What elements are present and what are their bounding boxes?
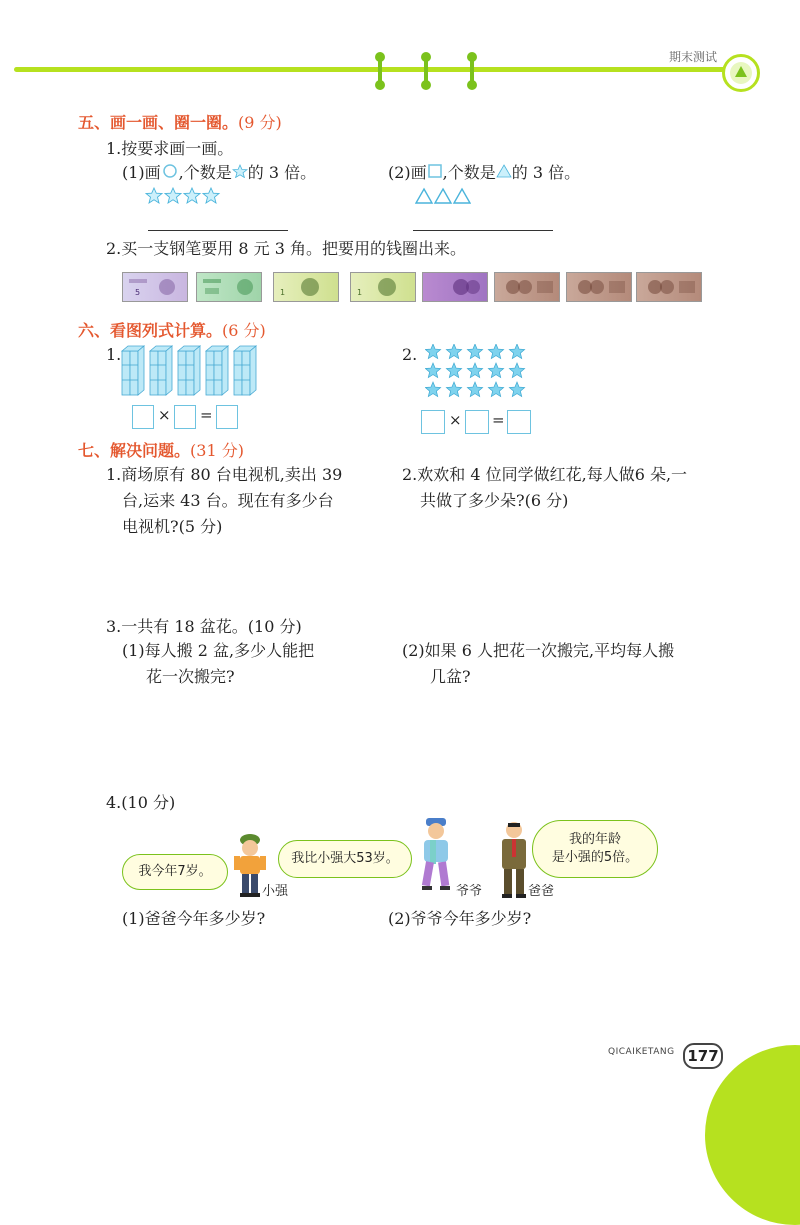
s6-q1-box-1[interactable] [132,405,154,429]
s7-q2-line2: 共做了多少朵?(6 分) [420,491,569,510]
s5-q1-part-a: (1)画 ,个数是 的 3 倍。 [122,163,317,182]
name-baba: 爸爸 [528,884,555,899]
grid-star-icon [425,382,440,397]
s7-q3-b-line2: 几盆? [430,667,471,686]
grid-star-icon [446,363,461,378]
header-pin-3 [470,54,474,88]
s6-q1-box-2[interactable] [174,405,196,429]
s5-q1-part-b: (2)画 ,个数是 的 3 倍。 [388,163,581,182]
grid-star-icon [509,344,524,359]
grid-star-icon [467,363,482,378]
banknote-1-jiao-b[interactable] [566,272,632,302]
answer-line-a[interactable] [148,230,288,231]
grid-star-icon [488,363,503,378]
s6-q2-box-3[interactable] [507,410,531,434]
baba-figure-icon [498,820,530,904]
section-6-heading: 六、看图列式计算。(6 分) [78,321,266,340]
s6-q2-label: 2. [402,345,418,364]
svg-text:1: 1 [357,288,363,297]
grid-star-icon [446,382,461,397]
banknote-1-jiao-a[interactable] [494,272,560,302]
s6-q2-box-1[interactable] [421,410,445,434]
banknote-1-yuan-a[interactable] [273,272,339,302]
s5-q1-a-stars [145,187,221,209]
banknote-1-yuan-b[interactable] [350,272,416,302]
s7-q1-line1: 1.商场原有 80 台电视机,卖出 39 [106,465,343,484]
bubble-xiaoqiang: 我今年7岁。 [122,854,228,890]
s7-q3-a-line1: (1)每人搬 2 盆,多少人能把 [122,641,315,660]
grid-star-icon [488,344,503,359]
header-title: 期末测试 [669,50,718,64]
yeye-figure-icon [416,818,460,902]
s7-q1-line2: 台,运来 43 台。现在有多少台 [122,491,334,510]
banknote-2-yuan[interactable] [196,272,262,302]
grid-star-icon [509,382,524,397]
grid-star-icon [488,382,503,397]
s6-q1-box-3[interactable] [216,405,238,429]
bubble-yeye: 我比小强大53岁。 [278,840,412,878]
banknote-1-jiao-c[interactable] [636,272,702,302]
s7-q2-line1: 2.欢欢和 4 位同学做红花,每人做6 朵,一 [402,465,688,484]
star-grid-figure [425,344,529,404]
s6-q2-box-2[interactable] [465,410,489,434]
s7-q1-line3: 电视机?(5 分) [122,517,223,536]
grid-star-icon [425,344,440,359]
page-number: 177 [683,1043,723,1069]
banknote-5-yuan[interactable] [122,272,188,302]
square-icon [427,163,443,182]
grid-star-icon [467,382,482,397]
s6-q1-times: × [158,406,171,424]
svg-text:1: 1 [280,288,286,297]
grid-star-icon [446,344,461,359]
bubble-baba [532,820,658,878]
s7-q4-b: (2)爷爷今年多少岁? [388,909,532,928]
s5-q1-b-triangles [415,187,471,209]
s6-q1-label: 1. [106,345,122,364]
bubble-baba-line2: 是小强的5倍。 [551,850,639,865]
grid-star-icon [425,363,440,378]
bubble-baba-line1: 我的年龄 [568,831,621,847]
name-xiaoqiang: 小强 [262,884,289,899]
s6-q2-equals: = [492,411,505,429]
header-badge-icon [722,54,760,92]
grid-star-icon [467,344,482,359]
s5-q2-label: 2.买一支钢笔要用 8 元 3 角。把要用的钱圈出来。 [106,239,466,258]
svg-text:5: 5 [135,288,141,297]
s7-q4-a: (1)爸爸今年多少岁? [122,909,266,928]
s5-q1-label: 1.按要求画一画。 [106,139,234,158]
cube-stacks-figure [120,345,270,401]
grid-star-icon [509,363,524,378]
circle-icon [161,163,179,182]
s7-q3-label: 3.一共有 18 盆花。(10 分) [106,617,302,636]
s7-q4-label: 4.(10 分) [106,793,176,812]
triangle-icon [496,163,512,182]
s6-q1-equals: = [200,406,213,424]
banknote-5-jiao[interactable] [422,272,488,302]
answer-line-b[interactable] [413,230,553,231]
s7-q3-b-line1: (2)如果 6 人把花一次搬完,平均每人搬 [402,641,675,660]
section-7-heading: 七、解决问题。(31 分) [78,441,244,460]
name-yeye: 爷爷 [456,884,483,899]
footer-brand: QICAIKETANG [608,1047,675,1057]
header-pin-1 [378,54,382,88]
header-pin-2 [424,54,428,88]
star-icon [232,163,248,182]
s6-q2-times: × [449,411,462,429]
s7-q3-a-line2: 花一次搬完? [146,667,235,686]
page-corner-decoration [705,1045,800,1225]
section-5-heading: 五、画一画、圈一圈。(9 分) [78,113,282,132]
